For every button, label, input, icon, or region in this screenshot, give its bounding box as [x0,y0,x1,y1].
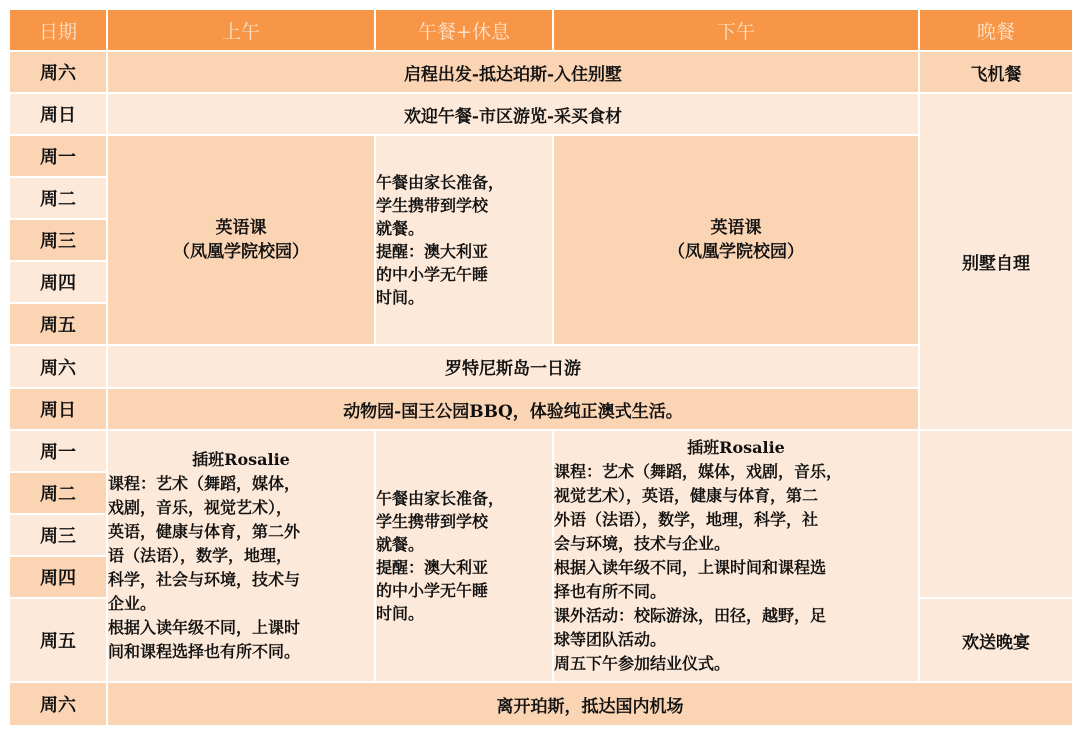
dinner-cell: 欢送晚宴 [919,598,1073,682]
day-cell: 周五 [9,303,107,345]
week1-afternoon-cell [553,135,919,345]
dinner-cell: 飞机餐 [919,51,1073,93]
table-row [9,345,1073,388]
morning-course-text: 英语，健康与体育，第二外 [108,522,301,541]
afternoon-course-text: 课外活动：校际游泳，田径，越野，足 [554,606,827,625]
afternoon-course-text: 根据入读年级不同，上课时间和课程选 [554,558,827,577]
lunch-text: 午餐由家长准备， [376,489,505,508]
afternoon-course-text: 外语（法语），数学，地理，科学，社 [554,510,819,529]
afternoon-course-text: 择也有所不同。 [554,582,667,601]
lunch-text: 提醒：澳大利亚 [376,558,489,577]
lunch-text: 午餐由家长准备， [376,173,505,192]
afternoon-course-text: 球等团队活动。 [554,630,667,649]
morning-class-location: （凤凰学院校园） [173,242,309,262]
day-cell: 周日 [9,388,107,430]
table-row [9,682,1073,726]
day-cell: 周四 [9,261,107,303]
day-cell: 周二 [9,472,107,514]
event-cell: 动物园-国王公园BBQ，体验纯正澳式生活。 [107,388,919,430]
afternoon-course-text: 课程：艺术（舞蹈，媒体，戏剧，音乐， [554,462,843,481]
lunch-text: 时间。 [376,288,425,307]
day-cell: 周三 [9,219,107,261]
day-cell: 周五 [9,598,107,682]
header-dinner: 晚餐 [919,9,1073,51]
day-cell: 周六 [9,345,107,388]
event-cell: 罗特尼斯岛一日游 [107,345,919,388]
lunch-text: 的中小学无午睡 [376,581,489,600]
day-cell: 周六 [9,682,107,726]
morning-school-title: 插班Rosalie [192,450,290,469]
day-cell: 周四 [9,556,107,598]
morning-course-text: 根据入读年级不同，上课时 [108,618,301,637]
table-row [9,93,1073,135]
table-row [9,51,1073,93]
lunch-text: 学生携带到学校 [376,512,489,531]
week1-morning-cell [107,135,375,345]
week1-lunch-cell [375,135,553,345]
afternoon-school-title: 插班Rosalie [687,438,785,457]
week2-morning-cell [107,430,375,682]
morning-course-text: 企业。 [108,594,157,613]
table-row [9,430,1073,472]
header-afternoon: 下午 [553,9,919,51]
lunch-text: 的中小学无午睡 [376,265,489,284]
afternoon-class-location: （凤凰学院校园） [668,242,804,262]
day-cell: 周一 [9,135,107,177]
afternoon-course-text: 周五下午参加结业仪式。 [554,654,731,673]
table-row [9,388,1073,430]
afternoon-course-text: 会与环境，技术与企业。 [554,534,731,553]
table-row [9,135,1073,177]
event-cell: 欢迎午餐-市区游览-采买食材 [107,93,919,135]
villa-dinner-spacer [919,430,1073,598]
morning-course-text: 间和课程选择也有所不同。 [108,642,301,661]
header-morning: 上午 [107,9,375,51]
morning-course-text: 科学，社会与环境，技术与 [108,570,301,589]
lunch-text: 学生携带到学校 [376,196,489,215]
morning-class-name: 英语课 [215,218,267,238]
header-lunch: 午餐+休息 [375,9,553,51]
lunch-text: 提醒：澳大利亚 [376,242,489,261]
lunch-text: 时间。 [376,604,425,623]
header-row [9,9,1073,51]
morning-course-text: 课程：艺术（舞蹈，媒体， [108,474,301,493]
day-cell: 周六 [9,51,107,93]
morning-course-text: 戏剧，音乐，视觉艺术）， [108,498,293,517]
week2-afternoon-cell [553,430,919,682]
villa-dinner-cell: 别墅自理 [919,93,1073,430]
event-cell: 离开珀斯，抵达国内机场 [107,682,1073,726]
day-cell: 周三 [9,514,107,556]
day-cell: 周日 [9,93,107,135]
schedule-table [8,8,1074,727]
day-cell: 周二 [9,177,107,219]
afternoon-course-text: 视觉艺术），英语，健康与体育，第二 [554,486,819,505]
lunch-text: 就餐。 [376,535,425,554]
event-cell: 启程出发-抵达珀斯-入住别墅 [107,51,919,93]
morning-course-text: 语（法语），数学，地理， [108,546,293,565]
day-cell: 周一 [9,430,107,472]
afternoon-class-name: 英语课 [710,218,762,238]
lunch-text: 就餐。 [376,219,425,238]
week2-lunch-cell [375,430,553,682]
header-date: 日期 [9,9,107,51]
